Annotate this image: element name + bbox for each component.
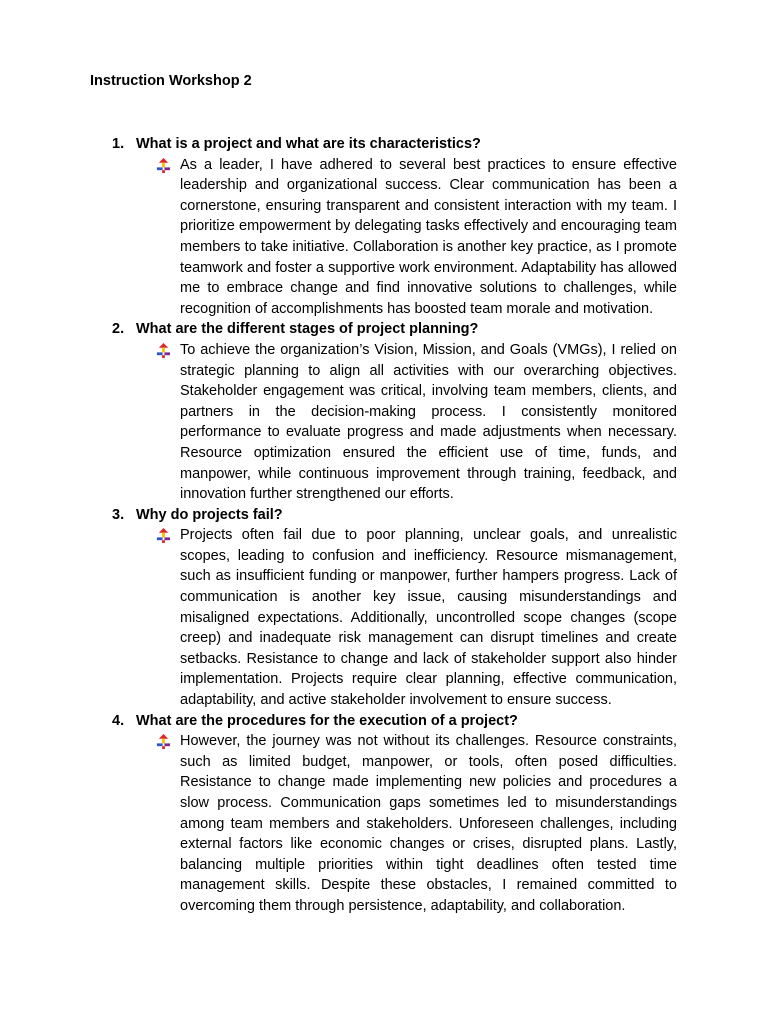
- question-text: Why do projects fail?: [136, 506, 283, 523]
- question-list: [0, 134, 768, 917]
- question-heading: [0, 505, 768, 526]
- arrow-base-shape: [162, 355, 165, 358]
- question-number: 4.: [112, 712, 125, 729]
- arrow-left-bar-shape: [157, 744, 163, 747]
- question-heading: [0, 711, 768, 732]
- answer-text: However, the journey was not without its challenges. Resource constraints, such as limited budget, manpower, or tools, often posed difficulties. Resistance to change made implementing new policies and procedures a slow process. Communication gaps sometimes led to misunderstandings among team members and stakeholders. Unforeseen challenges, including external factors like economic changes or crises, disrupted plans. Lastly, balancing multiple priorities within tight deadlines often tested time management skills. Despite these obstacles, I remained committed to overcoming them through persistence, adaptability, and collaboration.: [180, 733, 677, 914]
- arrow-bullet-icon: [156, 528, 171, 543]
- answer-block: [0, 525, 677, 710]
- arrow-left-bar-shape: [157, 538, 163, 541]
- arrow-shaft-shape: [162, 348, 165, 353]
- arrow-bullet-icon: [156, 158, 171, 173]
- question-text: What is a project and what are its characteristics?: [136, 136, 481, 152]
- document-title: Instruction Workshop 2: [90, 73, 252, 89]
- arrow-head-shape: [159, 158, 168, 163]
- question-number: 3.: [112, 506, 125, 523]
- question-item-3: [0, 505, 768, 711]
- arrow-bullet-icon: [156, 734, 171, 749]
- arrow-head-shape: [159, 734, 168, 739]
- arrow-right-bar-shape: [164, 167, 170, 170]
- answer-block: [0, 155, 677, 320]
- arrow-bullet-icon: [156, 343, 171, 358]
- question-item-1: [0, 134, 768, 319]
- answer-block: [0, 340, 677, 505]
- arrow-head-shape: [159, 528, 168, 533]
- arrow-base-shape: [162, 746, 165, 749]
- question-heading: [0, 134, 768, 155]
- arrow-right-bar-shape: [164, 352, 170, 355]
- question-heading: [0, 319, 768, 340]
- answer-text: To achieve the organization’s Vision, Mission, and Goals (VMGs), I relied on strategic planning to align all activities with our overarching objectives. Stakeholder engagement was critical, involving team members, clients, and partners in the decision-making process. I consistently monitored performance to evaluate progress and made adjustments when necessary. Resource optimization ensured the efficient use of time, funds, and manpower, while continuous improvement through training, feedback, and innovation further strengthened our efforts.: [180, 341, 677, 503]
- question-number: 1.: [112, 136, 125, 152]
- answer-text: Projects often fail due to poor planning, unclear goals, and unrealistic scopes, leading to confusion and inefficiency. Resource mismanagement, such as insufficient funding or manpower, further hampers progress. Lack of communication is another key issue, causing misunderstandings and misaligned expectations. Additionally, uncontrolled scope changes (scope creep) and inadequate risk management can disrupt timelines and create setbacks. Resistance to change and lack of stakeholder support also hinder implementation. Projects require clear planning, effective communication, adaptability, and active stakeholder involvement to ensure success.: [180, 527, 677, 709]
- arrow-shaft-shape: [162, 533, 165, 538]
- question-text: What are the procedures for the execution of a project?: [136, 712, 518, 729]
- arrow-base-shape: [162, 540, 165, 543]
- question-number: 2.: [112, 321, 125, 338]
- arrow-base-shape: [162, 170, 165, 173]
- question-item-4: [0, 711, 768, 917]
- answer-text: As a leader, I have adhered to several best practices to ensure effective leadership and organizational success. Clear communication has been a cornerstone, ensuring transparent and consistent interaction with my team. I prioritize empowerment by delegating tasks effectively and encouraging team members to take initiative. Collaboration is another key practice, as I promote teamwork and foster a supportive work environment. Adaptability has allowed me to embrace change and find innovative solutions to challenges, while recognition of accomplishments has boosted team morale and motivation.: [180, 156, 677, 317]
- question-text: What are the different stages of project planning?: [136, 321, 479, 338]
- arrow-left-bar-shape: [157, 352, 163, 355]
- arrow-shaft-shape: [162, 739, 165, 744]
- arrow-head-shape: [159, 343, 168, 348]
- question-item-2: [0, 319, 768, 504]
- arrow-right-bar-shape: [164, 538, 170, 541]
- arrow-left-bar-shape: [157, 167, 163, 170]
- arrow-shaft-shape: [162, 162, 165, 167]
- answer-block: [0, 731, 677, 916]
- arrow-right-bar-shape: [164, 744, 170, 747]
